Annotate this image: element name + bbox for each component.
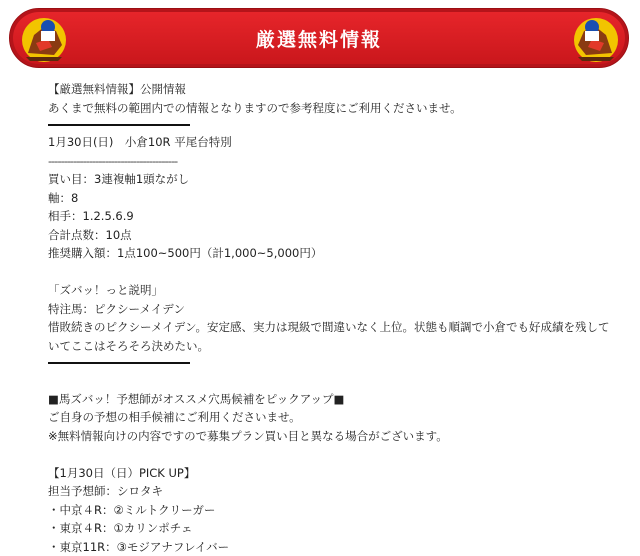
explanation-heading: 「ズバッ！っと説明」: [48, 281, 618, 300]
pickup-line-2: ※無料情報向けの内容ですので募集プラン買い目と異なる場合がございます。: [48, 427, 618, 446]
divider: [48, 124, 190, 126]
dash-separator: -----------------------------------------: [48, 152, 618, 171]
race-title: 1月30日(日) 小倉10R 平尾台特別: [48, 133, 618, 152]
pickup-date-heading: 【1月30日（日）PICK UP】: [48, 464, 618, 483]
list-item: ・中京４R：②ミルトクリーガー: [48, 501, 618, 520]
banner-title: 厳選無料情報: [10, 25, 628, 52]
divider: [48, 362, 190, 364]
explanation-body: 惜敗続きのピクシーメイデン。安定感、実力は現級で間違いなく上位。状態も順調で小倉でも好成績を残していてここはそろそろ決めたい。: [48, 318, 618, 355]
intro-note: あくまで無料の範囲内での情報となりますので参考程度にご利用くださいませ。: [48, 99, 618, 118]
pickup-heading: ■馬ズバッ！予想師がオススメ穴馬候補をピックアップ■: [48, 390, 618, 409]
list-item: ・東京11R：③モジアナフレイバー: [48, 538, 618, 556]
pickup-line-1: ご自身の予想の相手候補にご利用くださいませ。: [48, 408, 618, 427]
featured-horse: 特注馬：ピクシーメイデン: [48, 300, 618, 319]
list-item: ・東京４R：①カリンポチェ: [48, 519, 618, 538]
intro-heading: 【厳選無料情報】公開情報: [48, 80, 618, 99]
forecaster: 担当予想師：シロタキ: [48, 482, 618, 501]
recommended-amount: 推奨購入額：1点100~500円（計1,000~5,000円）: [48, 244, 618, 263]
bet-type: 買い目：3連複軸1頭ながし: [48, 170, 618, 189]
horse-jockey-mascot-icon: [570, 13, 622, 65]
axis-horse: 軸：8: [48, 189, 618, 208]
total-points: 合計点数：10点: [48, 226, 618, 245]
header-banner: [9, 8, 629, 68]
partner-horses: 相手：1.2.5.6.9: [48, 207, 618, 226]
free-info-content: [48, 80, 618, 556]
